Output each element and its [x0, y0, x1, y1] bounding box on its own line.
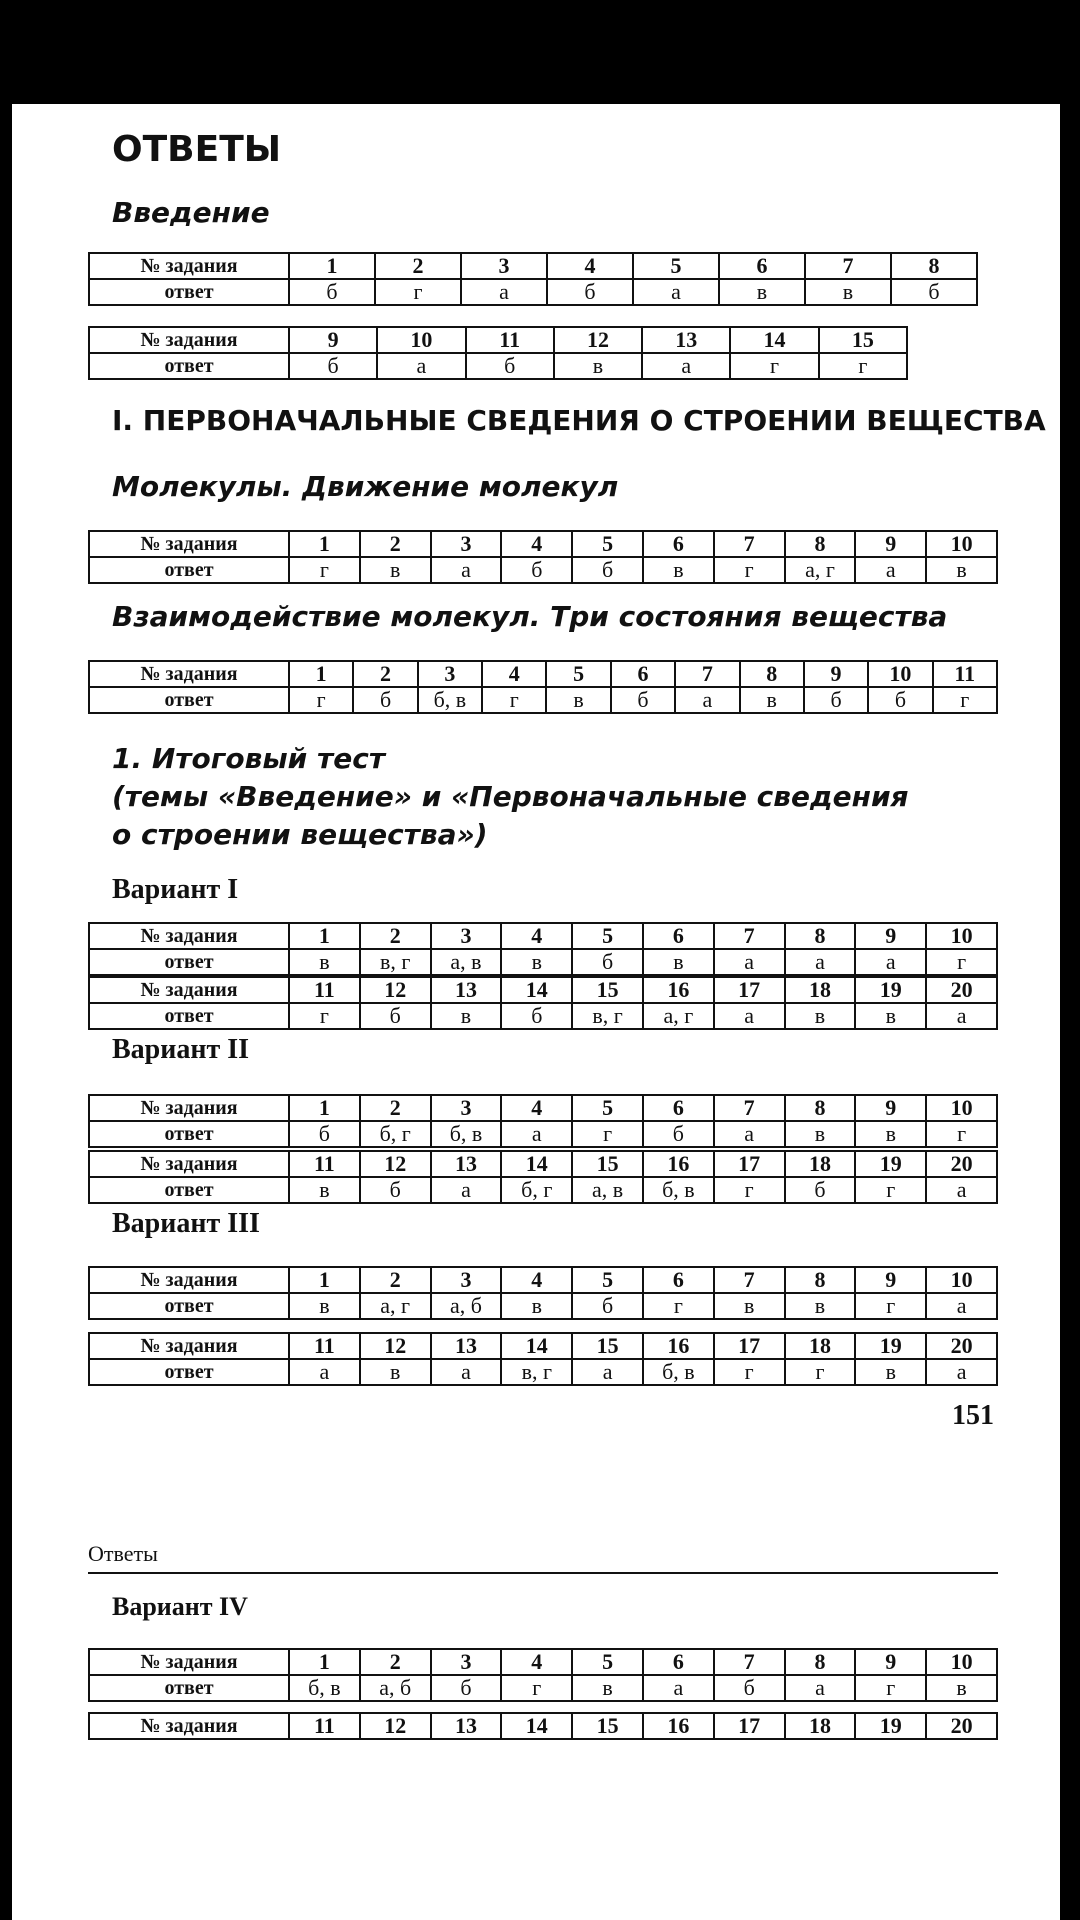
task-number: 13 [642, 327, 730, 353]
answer-label: ответ [89, 1359, 289, 1385]
answer-cell: в [643, 949, 714, 975]
answer-cell: в [289, 949, 360, 975]
variant-4-label: Вариант IV [112, 1592, 248, 1621]
task-number: 12 [554, 327, 642, 353]
answer-label: ответ [89, 279, 289, 305]
task-number: 17 [714, 977, 785, 1003]
task-number: 19 [855, 977, 926, 1003]
task-number: 8 [891, 253, 977, 279]
answer-cell: в, г [572, 1003, 643, 1029]
answer-row [89, 1177, 997, 1203]
answer-cell: а [926, 1177, 997, 1203]
task-number-row [89, 1649, 997, 1675]
answer-cell: г [714, 557, 785, 583]
task-number: 5 [572, 1095, 643, 1121]
task-number: 8 [785, 531, 856, 557]
task-number: 2 [375, 253, 461, 279]
task-number: 3 [461, 253, 547, 279]
answer-cell: в, г [501, 1359, 572, 1385]
task-number-label: № задания [89, 661, 289, 687]
intro-table-2 [88, 326, 908, 380]
task-number: 6 [719, 253, 805, 279]
intro-heading: Введение [112, 196, 270, 229]
answer-cell: б [360, 1177, 431, 1203]
final-test-heading [112, 740, 909, 854]
answer-cell: б [289, 279, 375, 305]
answer-cell: г [785, 1359, 856, 1385]
final-test-heading-line1: 1. Итоговый тест [112, 742, 386, 775]
answer-row [89, 1003, 997, 1029]
answer-label: ответ [89, 557, 289, 583]
answer-cell: а, б [360, 1675, 431, 1701]
task-number-label: № задания [89, 977, 289, 1003]
task-number: 13 [431, 1333, 502, 1359]
answer-cell: в [740, 687, 804, 713]
task-number-row [89, 327, 907, 353]
task-number: 13 [431, 977, 502, 1003]
task-number: 10 [926, 1095, 997, 1121]
answer-cell: г [289, 557, 360, 583]
answer-cell: б [353, 687, 417, 713]
task-number-label: № задания [89, 327, 289, 353]
task-number: 12 [360, 977, 431, 1003]
variant-4-table-2 [88, 1712, 998, 1740]
task-number: 18 [785, 1713, 856, 1739]
answer-cell: б [891, 279, 977, 305]
variant-1-table-1 [88, 922, 998, 976]
task-number: 10 [926, 923, 997, 949]
interaction-table [88, 660, 998, 714]
task-number: 14 [730, 327, 818, 353]
task-number-row [89, 253, 977, 279]
task-number: 16 [643, 1151, 714, 1177]
task-number-row [89, 1095, 997, 1121]
task-number-label: № задания [89, 1267, 289, 1293]
task-number: 9 [804, 661, 868, 687]
task-number: 7 [714, 1649, 785, 1675]
answer-cell: в [926, 1675, 997, 1701]
answer-cell: а [642, 353, 730, 379]
answer-cell: а [431, 1177, 502, 1203]
task-number-label: № задания [89, 531, 289, 557]
task-number: 2 [360, 1267, 431, 1293]
task-number: 2 [360, 1649, 431, 1675]
answer-cell: б [289, 353, 377, 379]
task-number: 5 [572, 923, 643, 949]
task-number: 16 [643, 1713, 714, 1739]
task-number: 5 [572, 531, 643, 557]
task-number: 19 [855, 1333, 926, 1359]
answer-cell: в [289, 1293, 360, 1319]
answer-cell: г [482, 687, 546, 713]
variant-2-label: Вариант II [112, 1034, 250, 1065]
answer-cell: б, в [289, 1675, 360, 1701]
task-number: 16 [643, 1333, 714, 1359]
task-number: 1 [289, 531, 360, 557]
task-number-row [89, 661, 997, 687]
task-number: 7 [675, 661, 739, 687]
header-rule [88, 1572, 998, 1574]
answer-cell: в [572, 1675, 643, 1701]
task-number: 8 [785, 1267, 856, 1293]
task-number: 8 [785, 1095, 856, 1121]
answer-row [89, 1675, 997, 1701]
task-number: 11 [289, 1713, 360, 1739]
task-number: 9 [855, 1649, 926, 1675]
task-number: 2 [360, 531, 431, 557]
running-header: Ответы [88, 1541, 158, 1566]
task-number: 3 [431, 923, 502, 949]
task-number: 14 [501, 1713, 572, 1739]
section-heading: I. ПЕРВОНАЧАЛЬНЫЕ СВЕДЕНИЯ О СТРОЕНИИ ВЕЩЕСТВА [112, 404, 1046, 437]
task-number-row [89, 977, 997, 1003]
task-number: 15 [572, 1333, 643, 1359]
answer-cell: а [785, 1675, 856, 1701]
task-number: 12 [360, 1333, 431, 1359]
answer-cell: в [360, 557, 431, 583]
answer-cell: а [431, 1359, 502, 1385]
answer-cell: б, г [360, 1121, 431, 1147]
answer-cell: а [714, 1003, 785, 1029]
task-number: 5 [572, 1649, 643, 1675]
task-number-row [89, 923, 997, 949]
answer-cell: а, г [360, 1293, 431, 1319]
task-number: 9 [855, 1095, 926, 1121]
task-number-row [89, 1333, 997, 1359]
variant-4-table-1 [88, 1648, 998, 1702]
task-number: 4 [501, 1649, 572, 1675]
answer-row [89, 557, 997, 583]
page-number: 151 [952, 1400, 994, 1431]
answer-row [89, 1121, 997, 1147]
answer-cell: а, в [431, 949, 502, 975]
answer-cell: б [643, 1121, 714, 1147]
answer-cell: в [926, 557, 997, 583]
task-number: 3 [431, 531, 502, 557]
answer-cell: в [289, 1177, 360, 1203]
task-number: 17 [714, 1333, 785, 1359]
task-number: 19 [855, 1713, 926, 1739]
answer-cell: в [719, 279, 805, 305]
task-number-label: № задания [89, 1649, 289, 1675]
task-number: 3 [418, 661, 482, 687]
task-number: 6 [643, 1267, 714, 1293]
answer-cell: а [926, 1293, 997, 1319]
answer-cell: г [375, 279, 461, 305]
task-number: 6 [643, 531, 714, 557]
answer-cell: б, г [501, 1177, 572, 1203]
answer-cell: в [501, 1293, 572, 1319]
task-number: 7 [714, 531, 785, 557]
answer-cell: в [855, 1359, 926, 1385]
task-number: 4 [482, 661, 546, 687]
task-number: 12 [360, 1151, 431, 1177]
answer-cell: г [714, 1359, 785, 1385]
task-number: 4 [501, 1267, 572, 1293]
answer-cell: а [926, 1003, 997, 1029]
task-number-label: № задания [89, 923, 289, 949]
answer-cell: в [785, 1003, 856, 1029]
answer-cell: в [360, 1359, 431, 1385]
answer-cell: а [377, 353, 465, 379]
answer-cell: в, г [360, 949, 431, 975]
answer-label: ответ [89, 1177, 289, 1203]
answer-cell: а [675, 687, 739, 713]
task-number: 20 [926, 977, 997, 1003]
answer-cell: г [643, 1293, 714, 1319]
task-number: 6 [643, 923, 714, 949]
answer-row [89, 949, 997, 975]
task-number: 19 [855, 1151, 926, 1177]
answer-cell: а [643, 1675, 714, 1701]
answer-cell: а, г [643, 1003, 714, 1029]
answer-cell: а, б [431, 1293, 502, 1319]
task-number: 4 [501, 1095, 572, 1121]
task-number: 15 [819, 327, 907, 353]
task-number: 11 [933, 661, 997, 687]
answer-cell: б [289, 1121, 360, 1147]
task-number: 1 [289, 1267, 360, 1293]
answer-cell: в [805, 279, 891, 305]
answer-cell: а [289, 1359, 360, 1385]
answer-cell: б [466, 353, 554, 379]
answer-cell: г [572, 1121, 643, 1147]
answer-cell: а [572, 1359, 643, 1385]
task-number: 5 [633, 253, 719, 279]
task-number: 7 [805, 253, 891, 279]
answer-row [89, 1293, 997, 1319]
answer-cell: б [714, 1675, 785, 1701]
answer-cell: б, в [643, 1359, 714, 1385]
answer-cell: в [855, 1121, 926, 1147]
variant-3-label: Вариант III [112, 1208, 260, 1239]
answer-cell: г [855, 1177, 926, 1203]
answer-cell: в [785, 1121, 856, 1147]
task-number: 3 [431, 1267, 502, 1293]
task-number: 11 [289, 1151, 360, 1177]
task-number: 17 [714, 1713, 785, 1739]
task-number: 18 [785, 1333, 856, 1359]
task-number: 5 [572, 1267, 643, 1293]
variant-3-table-1 [88, 1266, 998, 1320]
answer-cell: г [501, 1675, 572, 1701]
task-number: 1 [289, 661, 353, 687]
task-number: 11 [466, 327, 554, 353]
task-number: 1 [289, 1095, 360, 1121]
answer-cell: б [868, 687, 932, 713]
task-number: 10 [926, 1267, 997, 1293]
task-number: 12 [360, 1713, 431, 1739]
task-number: 3 [431, 1095, 502, 1121]
answer-label: ответ [89, 1003, 289, 1029]
task-number: 15 [572, 977, 643, 1003]
task-number: 16 [643, 977, 714, 1003]
answer-label: ответ [89, 1675, 289, 1701]
answer-cell: в [714, 1293, 785, 1319]
answer-cell: а [431, 557, 502, 583]
variant-1-label: Вариант I [112, 874, 239, 905]
task-number: 3 [431, 1649, 502, 1675]
answer-cell: в [785, 1293, 856, 1319]
answer-cell: в [855, 1003, 926, 1029]
task-number-label: № задания [89, 1713, 289, 1739]
answer-cell: б [360, 1003, 431, 1029]
task-number: 15 [572, 1151, 643, 1177]
answer-cell: в [431, 1003, 502, 1029]
task-number: 20 [926, 1151, 997, 1177]
answer-cell: б [611, 687, 675, 713]
answer-cell: а [633, 279, 719, 305]
task-number: 13 [431, 1713, 502, 1739]
answer-cell: б [501, 1003, 572, 1029]
answer-cell: г [819, 353, 907, 379]
task-number: 15 [572, 1713, 643, 1739]
task-number: 11 [289, 977, 360, 1003]
task-number: 10 [377, 327, 465, 353]
answer-cell: в [643, 557, 714, 583]
answer-cell: г [855, 1293, 926, 1319]
task-number: 10 [926, 531, 997, 557]
task-number: 2 [353, 661, 417, 687]
task-number: 1 [289, 253, 375, 279]
task-number: 9 [289, 327, 377, 353]
final-test-heading-line3: о строении вещества») [112, 818, 488, 851]
answer-cell: а [501, 1121, 572, 1147]
task-number-label: № задания [89, 1095, 289, 1121]
answer-cell: г [926, 949, 997, 975]
answer-cell: б [572, 557, 643, 583]
answer-cell: а [785, 949, 856, 975]
answer-cell: в [546, 687, 610, 713]
page-152 [12, 1528, 1060, 1920]
answer-cell: б [572, 949, 643, 975]
task-number-row [89, 1267, 997, 1293]
variant-1-table-2 [88, 976, 998, 1030]
answer-cell: г [730, 353, 818, 379]
task-number-row [89, 1713, 997, 1739]
task-number: 8 [785, 1649, 856, 1675]
task-number: 4 [501, 531, 572, 557]
task-number: 13 [431, 1151, 502, 1177]
answer-label: ответ [89, 1121, 289, 1147]
answer-cell: г [933, 687, 997, 713]
task-number: 9 [855, 531, 926, 557]
task-number: 2 [360, 1095, 431, 1121]
task-number: 7 [714, 923, 785, 949]
variant-2-table-2 [88, 1150, 998, 1204]
final-test-heading-line2: (темы «Введение» и «Первоначальные сведения [112, 780, 909, 813]
answer-cell: а [926, 1359, 997, 1385]
task-number: 4 [547, 253, 633, 279]
answer-label: ответ [89, 687, 289, 713]
variant-2-table-1 [88, 1094, 998, 1148]
answer-row [89, 1359, 997, 1385]
task-number: 8 [740, 661, 804, 687]
answer-cell: б [572, 1293, 643, 1319]
answer-cell: а [714, 949, 785, 975]
answer-cell: г [714, 1177, 785, 1203]
task-number: 11 [289, 1333, 360, 1359]
answer-cell: а [855, 557, 926, 583]
answer-cell: б [804, 687, 868, 713]
answer-row [89, 353, 907, 379]
task-number: 14 [501, 977, 572, 1003]
task-number: 1 [289, 1649, 360, 1675]
answer-cell: б [785, 1177, 856, 1203]
molecules-heading: Молекулы. Движение молекул [112, 470, 619, 503]
interaction-heading: Взаимодействие молекул. Три состояния вещества [112, 600, 948, 633]
task-number: 5 [546, 661, 610, 687]
answer-cell: б [547, 279, 633, 305]
variant-3-table-2 [88, 1332, 998, 1386]
task-number: 6 [643, 1649, 714, 1675]
answer-cell: г [855, 1675, 926, 1701]
task-number: 7 [714, 1095, 785, 1121]
answer-row [89, 279, 977, 305]
answer-cell: б, в [418, 687, 482, 713]
task-number: 6 [643, 1095, 714, 1121]
task-number: 6 [611, 661, 675, 687]
answer-cell: б, в [643, 1177, 714, 1203]
task-number: 9 [855, 923, 926, 949]
answer-cell: в [501, 949, 572, 975]
task-number: 7 [714, 1267, 785, 1293]
task-number: 4 [501, 923, 572, 949]
task-number: 20 [926, 1333, 997, 1359]
task-number: 18 [785, 1151, 856, 1177]
answer-cell: а [461, 279, 547, 305]
answer-cell: а [714, 1121, 785, 1147]
task-number: 9 [855, 1267, 926, 1293]
answer-cell: а, в [572, 1177, 643, 1203]
answer-label: ответ [89, 353, 289, 379]
task-number: 18 [785, 977, 856, 1003]
answer-cell: б, в [431, 1121, 502, 1147]
task-number-row [89, 531, 997, 557]
task-number: 1 [289, 923, 360, 949]
answer-row [89, 687, 997, 713]
task-number-label: № задания [89, 1151, 289, 1177]
task-number: 10 [868, 661, 932, 687]
task-number-label: № задания [89, 1333, 289, 1359]
answer-label: ответ [89, 1293, 289, 1319]
answer-cell: а [855, 949, 926, 975]
task-number: 17 [714, 1151, 785, 1177]
task-number: 10 [926, 1649, 997, 1675]
intro-table-1 [88, 252, 978, 306]
page-title: ОТВЕТЫ [112, 129, 282, 170]
answer-cell: г [289, 687, 353, 713]
answer-cell: г [289, 1003, 360, 1029]
answer-cell: а, г [785, 557, 856, 583]
task-number: 2 [360, 923, 431, 949]
answer-cell: г [926, 1121, 997, 1147]
task-number-label: № задания [89, 253, 289, 279]
task-number: 14 [501, 1151, 572, 1177]
answer-cell: б [431, 1675, 502, 1701]
answer-label: ответ [89, 949, 289, 975]
task-number: 14 [501, 1333, 572, 1359]
task-number: 20 [926, 1713, 997, 1739]
task-number: 8 [785, 923, 856, 949]
molecules-table [88, 530, 998, 584]
answer-cell: в [554, 353, 642, 379]
task-number-row [89, 1151, 997, 1177]
answer-cell: б [501, 557, 572, 583]
